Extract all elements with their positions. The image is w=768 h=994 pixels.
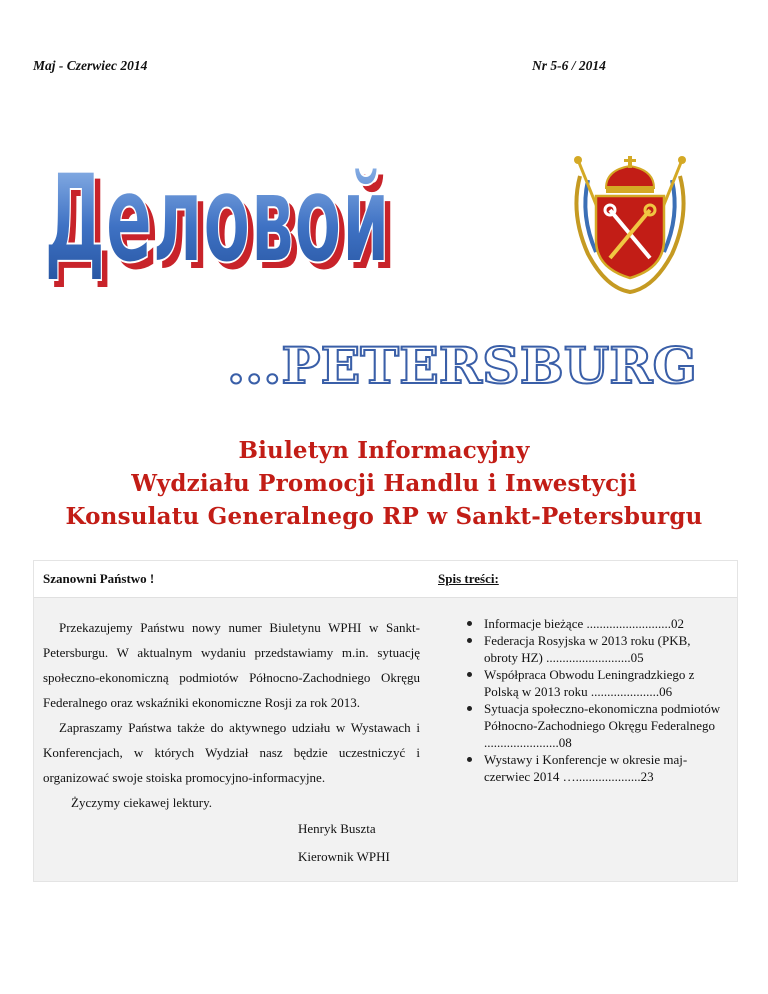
logo-title-shadow: Деловой [50, 155, 396, 288]
letter-paragraph-1: Przekazujemy Państwu nowy numer Biuletynu WPHI w Sankt-Petersburgu. W aktualnym wydaniu przedstawiamy m.in. sytuację społeczno-ekonomiczną podmiotów Północno-Zachodniego Okręgu Federalnego oraz wskaźniki ekonomiczne Rosji za rok 2013. [43, 620, 420, 710]
toc-item[interactable]: Współpraca Obwodu Leningradzkiego z Polską w 2013 roku .....................06 [464, 666, 726, 700]
toc-item[interactable]: Sytuacja społeczno-ekonomiczna podmiotów Północno-Zachodniego Okręgu Federalnego .......................08 [464, 700, 726, 751]
letter-paragraph-2: Zapraszamy Państwa także do aktywnego udziału w Wystawach i Konferencjach, w których Wydział nasz będzie uczestniczyć i organizować swoje stoiska promocyjno-informacyjne. [43, 720, 420, 785]
editor-letter [43, 615, 420, 871]
issue-date: Maj - Czerwiec 2014 [33, 58, 148, 73]
toc-title: Spis treści: [438, 571, 499, 586]
letter-wish: Życzymy ciekawej lektury. [71, 795, 213, 810]
intro-box [33, 560, 738, 882]
greeting: Szanowni Państwo ! [43, 571, 155, 586]
signer-name: Henryk Buszta [298, 821, 376, 836]
signer-title: Kierownik WPHI [298, 849, 390, 864]
toc-item[interactable]: Informacje bieżące ..........................02 [464, 615, 726, 632]
intro-box-header [34, 561, 737, 598]
issue-number: Nr 5-6 / 2014 [532, 58, 606, 73]
petersburg-text: ...PETERSBURG [227, 336, 697, 394]
saint-petersburg-coat-of-arms-icon [566, 154, 694, 296]
subtitle-line-2: Wydziału Promocji Handlu i Inwestycji [131, 470, 637, 497]
table-of-contents [464, 615, 726, 785]
subtitle-line-3: Konsulatu Generalnego RP w Sankt-Petersburgu [65, 503, 703, 530]
petersburg-wordmark [224, 334, 704, 394]
logo-title: Деловой [44, 148, 390, 288]
subtitle-line-1: Biuletyn Informacyjny [238, 437, 530, 464]
toc-item[interactable]: Wystawy i Konferencje w okresie maj-czerwiec 2014 …....................23 [464, 751, 726, 785]
toc-item[interactable]: Federacja Rosyjska w 2013 roku (PKB, obroty HZ) ..........................05 [464, 632, 726, 666]
delovoy-logo [40, 148, 400, 288]
